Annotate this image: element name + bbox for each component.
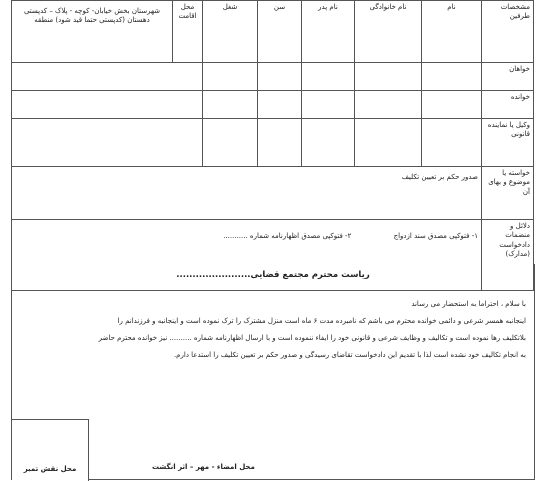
letter-paragraph: اینجانبه همسر شرعی و دائمی خوانده محترم می باشم که نامبرده مدت ۶ ماه است منزل مشترک را ترک نموده است و اینجانبه و فرزندانم را bbox=[117, 317, 526, 325]
input-cell[interactable] bbox=[302, 63, 355, 91]
stamp-label: محل نقش تمبر bbox=[23, 465, 77, 473]
header-parties: مشخصات طرفین bbox=[482, 1, 534, 63]
header-job: شغل bbox=[203, 1, 258, 63]
letter-paragraph: بلاتکلیف رها نموده است و تکالیف و وظایف شرعی و قانونی خود را ایفاء ننموده است و با ارسال اظهارنامه شماره .......... نیز خوانده محترم حاضر bbox=[98, 334, 526, 342]
request-label: خواسته یا موضوع و بهای آن bbox=[482, 167, 534, 220]
header-name: نام bbox=[422, 1, 482, 63]
letter-title: ریاست محترم مجتمع قضایی....................... bbox=[176, 270, 370, 280]
evidence-label: دلائل و منضمات دادخواست (مدارک) bbox=[482, 220, 534, 291]
row-label-plaintiff: خواهان bbox=[482, 63, 534, 91]
input-cell[interactable] bbox=[203, 63, 258, 91]
request-value[interactable]: صدور حکم بر تعیین تکلیف bbox=[12, 167, 482, 220]
letter-greeting: با سلام ، احتراما به استحضار می رساند bbox=[411, 300, 526, 308]
input-cell[interactable] bbox=[355, 63, 422, 91]
evidence-item-1: ۱- فتوکپی مصدق سند ازدواج bbox=[393, 232, 478, 240]
input-cell[interactable] bbox=[302, 91, 355, 119]
evidence-item-2: ۲- فتوکپی مصدق اظهارنامه شماره ........... bbox=[223, 232, 352, 240]
letter-paragraph: به انجام تکالیف خود نشده است لذا با تقدیم این دادخواست تقاضای رسیدگی و صدور حکم بر تعیین تکلیف را استدعا دارم. bbox=[173, 351, 526, 359]
input-cell[interactable] bbox=[12, 63, 203, 91]
header-age: سن bbox=[258, 1, 302, 63]
input-cell[interactable] bbox=[203, 91, 258, 119]
input-cell[interactable] bbox=[302, 119, 355, 167]
petition-letter bbox=[11, 264, 535, 480]
input-cell[interactable] bbox=[12, 91, 203, 119]
parties-table bbox=[11, 0, 534, 291]
input-cell[interactable] bbox=[258, 63, 302, 91]
signature-label: محل امضاء - مهر – اثر انگشت bbox=[152, 463, 255, 471]
input-cell[interactable] bbox=[258, 91, 302, 119]
input-cell[interactable] bbox=[203, 119, 258, 167]
header-family: نام خانوادگی bbox=[355, 1, 422, 63]
row-label-lawyer: وکیل یا نماینده قانونی bbox=[482, 119, 534, 167]
letter-body bbox=[24, 296, 526, 364]
input-cell[interactable] bbox=[422, 91, 482, 119]
header-residence-detail: شهرستان بخش خیابان- کوچه - پلاک – کدپستی دهستان (کدپستی حتما قید شود) منطقه bbox=[12, 1, 173, 63]
input-cell[interactable] bbox=[12, 119, 203, 167]
input-cell[interactable] bbox=[355, 91, 422, 119]
header-residence-label: محل اقامت bbox=[173, 1, 203, 63]
stamp-box bbox=[12, 419, 89, 481]
header-father: نام پدر bbox=[302, 1, 355, 63]
input-cell[interactable] bbox=[355, 119, 422, 167]
input-cell[interactable] bbox=[258, 119, 302, 167]
input-cell[interactable] bbox=[422, 63, 482, 91]
row-label-defendant: خوانده bbox=[482, 91, 534, 119]
input-cell[interactable] bbox=[422, 119, 482, 167]
